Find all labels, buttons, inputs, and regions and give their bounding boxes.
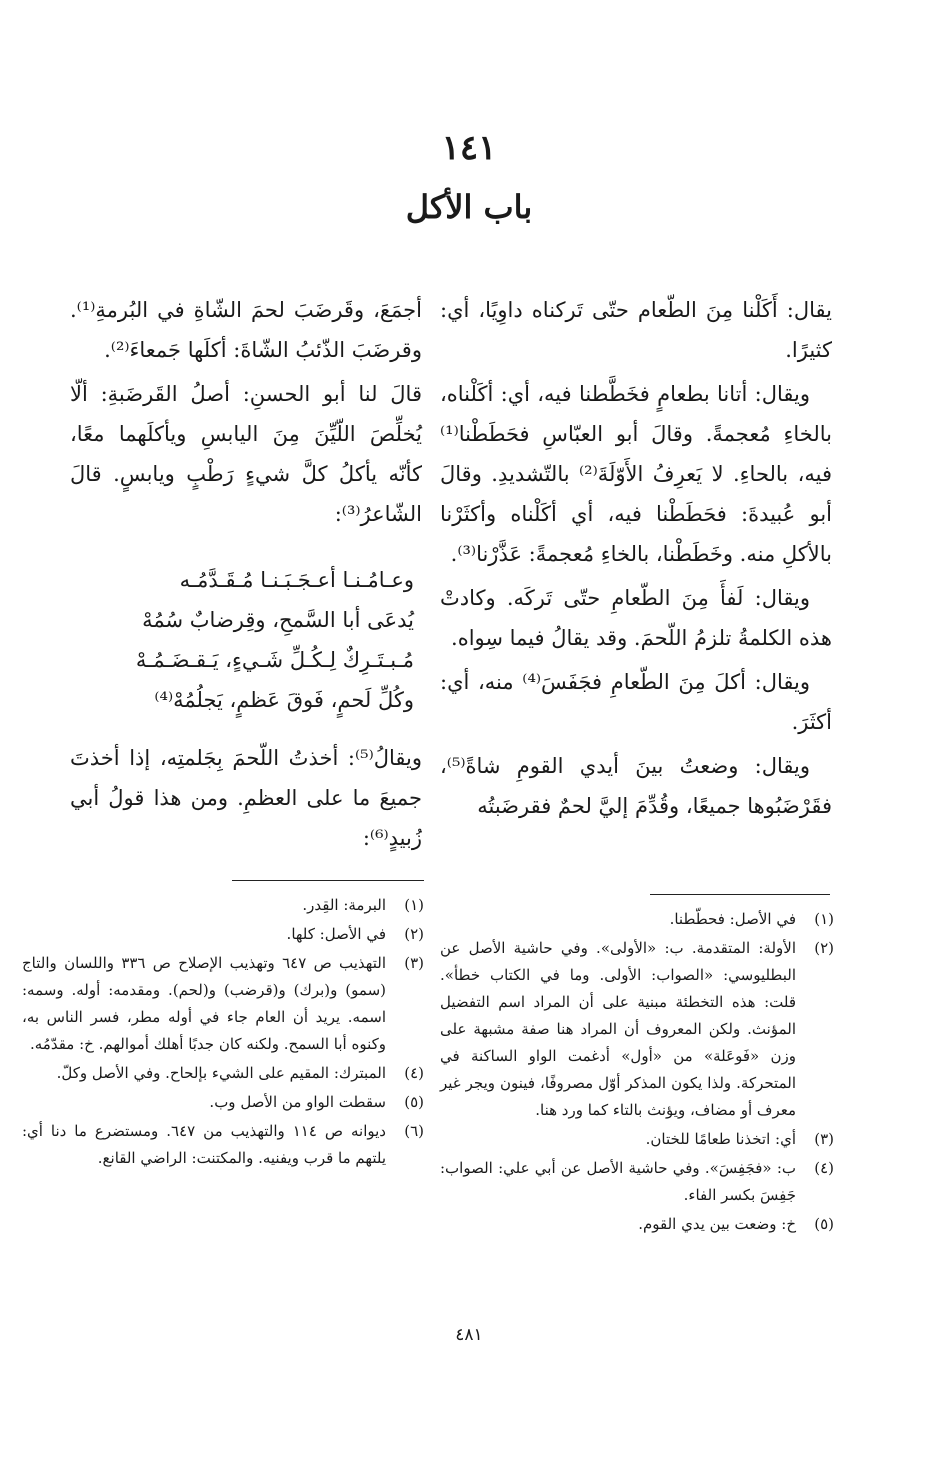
footnote: [22, 1089, 424, 1116]
paragraph: ويقالُ⁽⁵⁾: أخذتُ اللّحمَ بِجَلمتِه، إذا أخذتَ جميعَ ما على العظمِ. ومن هذا قولُ أبي زُبيدٍ⁽⁶⁾:: [70, 746, 422, 850]
footnote-number: (٦): [404, 1122, 424, 1140]
footnote-number: (٤): [814, 1159, 834, 1177]
paragraph: ويقال: لَفأَ مِنَ الطّعامِ حتّى تَركَه. وكادتْ هذه الكلمةُ تلزمُ اللّحمَ. وقد يقالُ فيما سِواه.: [440, 586, 832, 650]
paragraph: ويقال: أتانا بطعامٍ فخَطَّطنا فيه، أي: أكَلْناه، بالخاءِ مُعجمةً. وقالَ أبو العبّاسِ فحَطَطْنا⁽¹⁾ فيه، بالحاءِ. لا يَعرِفُ الأَوّلَةَ⁽²⁾ بالتّشديدِ. وقالَ أبو عُبيدةَ: فحَطَطْنا فيه، أي أكَلْناه وأكثَرْنا بالأكلِ منه. وخَطَطْنا، بالخاءِ مُعجمةً: عَذَّرْنا⁽³⁾.: [440, 382, 833, 566]
footnote-text: التهذيب ص ٦٤٧ وتهذيب الإصلاح ص ٣٣٦ واللسان والتاج (سمو) و(برك) و(قرضب) و(لحم). ومقدمه: أوله. وسمه: اسمه. يريد أن العام جاء في أوله مطر، فسر الناس به، وكنوه أبا السمح. ولكنه كان جدبًا أهلك أموالهم. خ: مقدّمُه.: [22, 954, 386, 1053]
footnote: [440, 906, 834, 933]
right-footnotes: [440, 906, 834, 1240]
footnote-number: (٤): [404, 1064, 424, 1082]
footnote-text: ب: «فجَفِسَ». وفي حاشية الأصل عن أبي علي: الصواب: جَفِسَ بكسر الفاء.: [440, 1159, 796, 1204]
footnote: [440, 1155, 834, 1209]
chapter-title: باب الأكل: [405, 188, 533, 226]
left-text-column: [70, 290, 422, 862]
footnote: [440, 935, 834, 1124]
footnote-text: خ: وضعت بين يدي القوم.: [638, 1215, 796, 1233]
footnote-number: (١): [814, 910, 834, 928]
footnote-text: ديوانه ص ١١٤ والتهذيب من ٦٤٧. ومستضرع ما دنا أي: يلتهم ما قرب ويفنيه. والمكتنت: الراضي القانع.: [22, 1122, 386, 1167]
right-text-column: [440, 290, 832, 830]
paragraph: ويقال: أكلَ مِنَ الطّعامِ فجَفَسَ⁽⁴⁾ منه، أي: أكثَرَ.: [440, 670, 832, 734]
footnote-text: في الأصل: كلها.: [286, 925, 386, 943]
footnote-divider: [232, 880, 424, 881]
footnote-text: سقطت الواو من الأصل وب.: [209, 1093, 386, 1111]
poem-verse: مُـبـتَـرِكٌ لِـكُـلِّ شَـيءٍ، يَـقـضَـمُـهْ: [135, 648, 414, 672]
footnote-number: (٣): [404, 954, 424, 972]
footnote-number: (٣): [814, 1130, 834, 1148]
page-number: ٤٨١: [455, 1325, 483, 1345]
footnote: [440, 1211, 834, 1238]
paragraph: أجمَعَ، وقَرضَبَ لحمَ الشّاةِ في البُرمةِ⁽¹⁾. وقرضَبَ الذّئبُ الشّاةَ: أكلَها جَمعاءَ⁽²⁾.: [70, 298, 422, 362]
footnote-number: (٥): [404, 1093, 424, 1111]
footnote: [440, 1126, 834, 1153]
poem-verse: وعـامُـنـا أعـجَـبَـنـا مُـقَـدَّمُـه: [179, 568, 414, 592]
footnote-divider: [650, 894, 830, 895]
paragraph: قالَ لنا أبو الحسنِ: أصلُ القَرضَبةِ: ألّا يُخلِّصَ اللّيِّنَ مِنَ اليابسِ ويأكلَهما معًا، كأنّه يأكلُ كلَّ شيءٍ رَطْبٍ ويابسٍ. قالَ الشّاعرُ⁽³⁾:: [70, 382, 422, 526]
footnote-text: الأولة: المتقدمة. ب: «الأولى». وفي حاشية الأصل عن البطليوسي: «الصواب: الأولى. وما في الكتاب خطأ». قلت: هذه التخطئة مبنية على أن المراد اسم التفضيل المؤنث. ولكن المعروف أن المراد هنا صفة مشبهة على وزن «فَوعَلة» من «أول» أدغمت الواو الساكنة في المتحركة. ولذا يكون المذكر أوّل مصروفًا، فينون ويجر غير معرف أو مضاف، ويؤنث بالتاء كما ورد هنا.: [440, 939, 796, 1119]
footnote-text: المبترك: المقيم على الشيء بإلحاح. وفي الأصل وكلّ.: [56, 1064, 386, 1082]
footnote-text: أي: اتخذنا طعامًا للختان.: [645, 1130, 796, 1148]
chapter-number: ١٤١: [441, 128, 497, 168]
poem: [70, 560, 422, 720]
left-footnotes: [22, 892, 424, 1174]
paragraph: ويقال: وضعتُ بينَ أيدي القومِ شاةً⁽⁵⁾، فقَرْضَبُوها جميعًا، وقُدِّمَ إليَّ لحمٌ فقرضَبتُه: [440, 754, 832, 818]
poem-verse: وكُلِّ لَحمٍ، فَوقَ عَظمٍ، يَجلُمُهْ⁽⁴⁾: [154, 688, 414, 712]
footnote-number: (٢): [404, 925, 424, 943]
footnote: [22, 892, 424, 919]
footnote-number: (٢): [814, 939, 834, 957]
footnote-text: البرمة: القِدر.: [302, 896, 386, 914]
footnote-text: في الأصل: فحطّطنا.: [669, 910, 796, 928]
footnote: [22, 1060, 424, 1087]
paragraph: يقال: أَكَلْنا مِنَ الطّعام حتّى تَركناه داوِيًا، أي: كثيرًا.: [440, 298, 832, 362]
footnote: [22, 1118, 424, 1172]
footnote: [22, 950, 424, 1058]
footnote: [22, 921, 424, 948]
poem-verse: يُدعَى أبا السَّمحِ، وقِرضابٌ سُمُهْ: [142, 608, 414, 632]
footnote-number: (٥): [814, 1215, 834, 1233]
footnote-number: (١): [404, 896, 424, 914]
